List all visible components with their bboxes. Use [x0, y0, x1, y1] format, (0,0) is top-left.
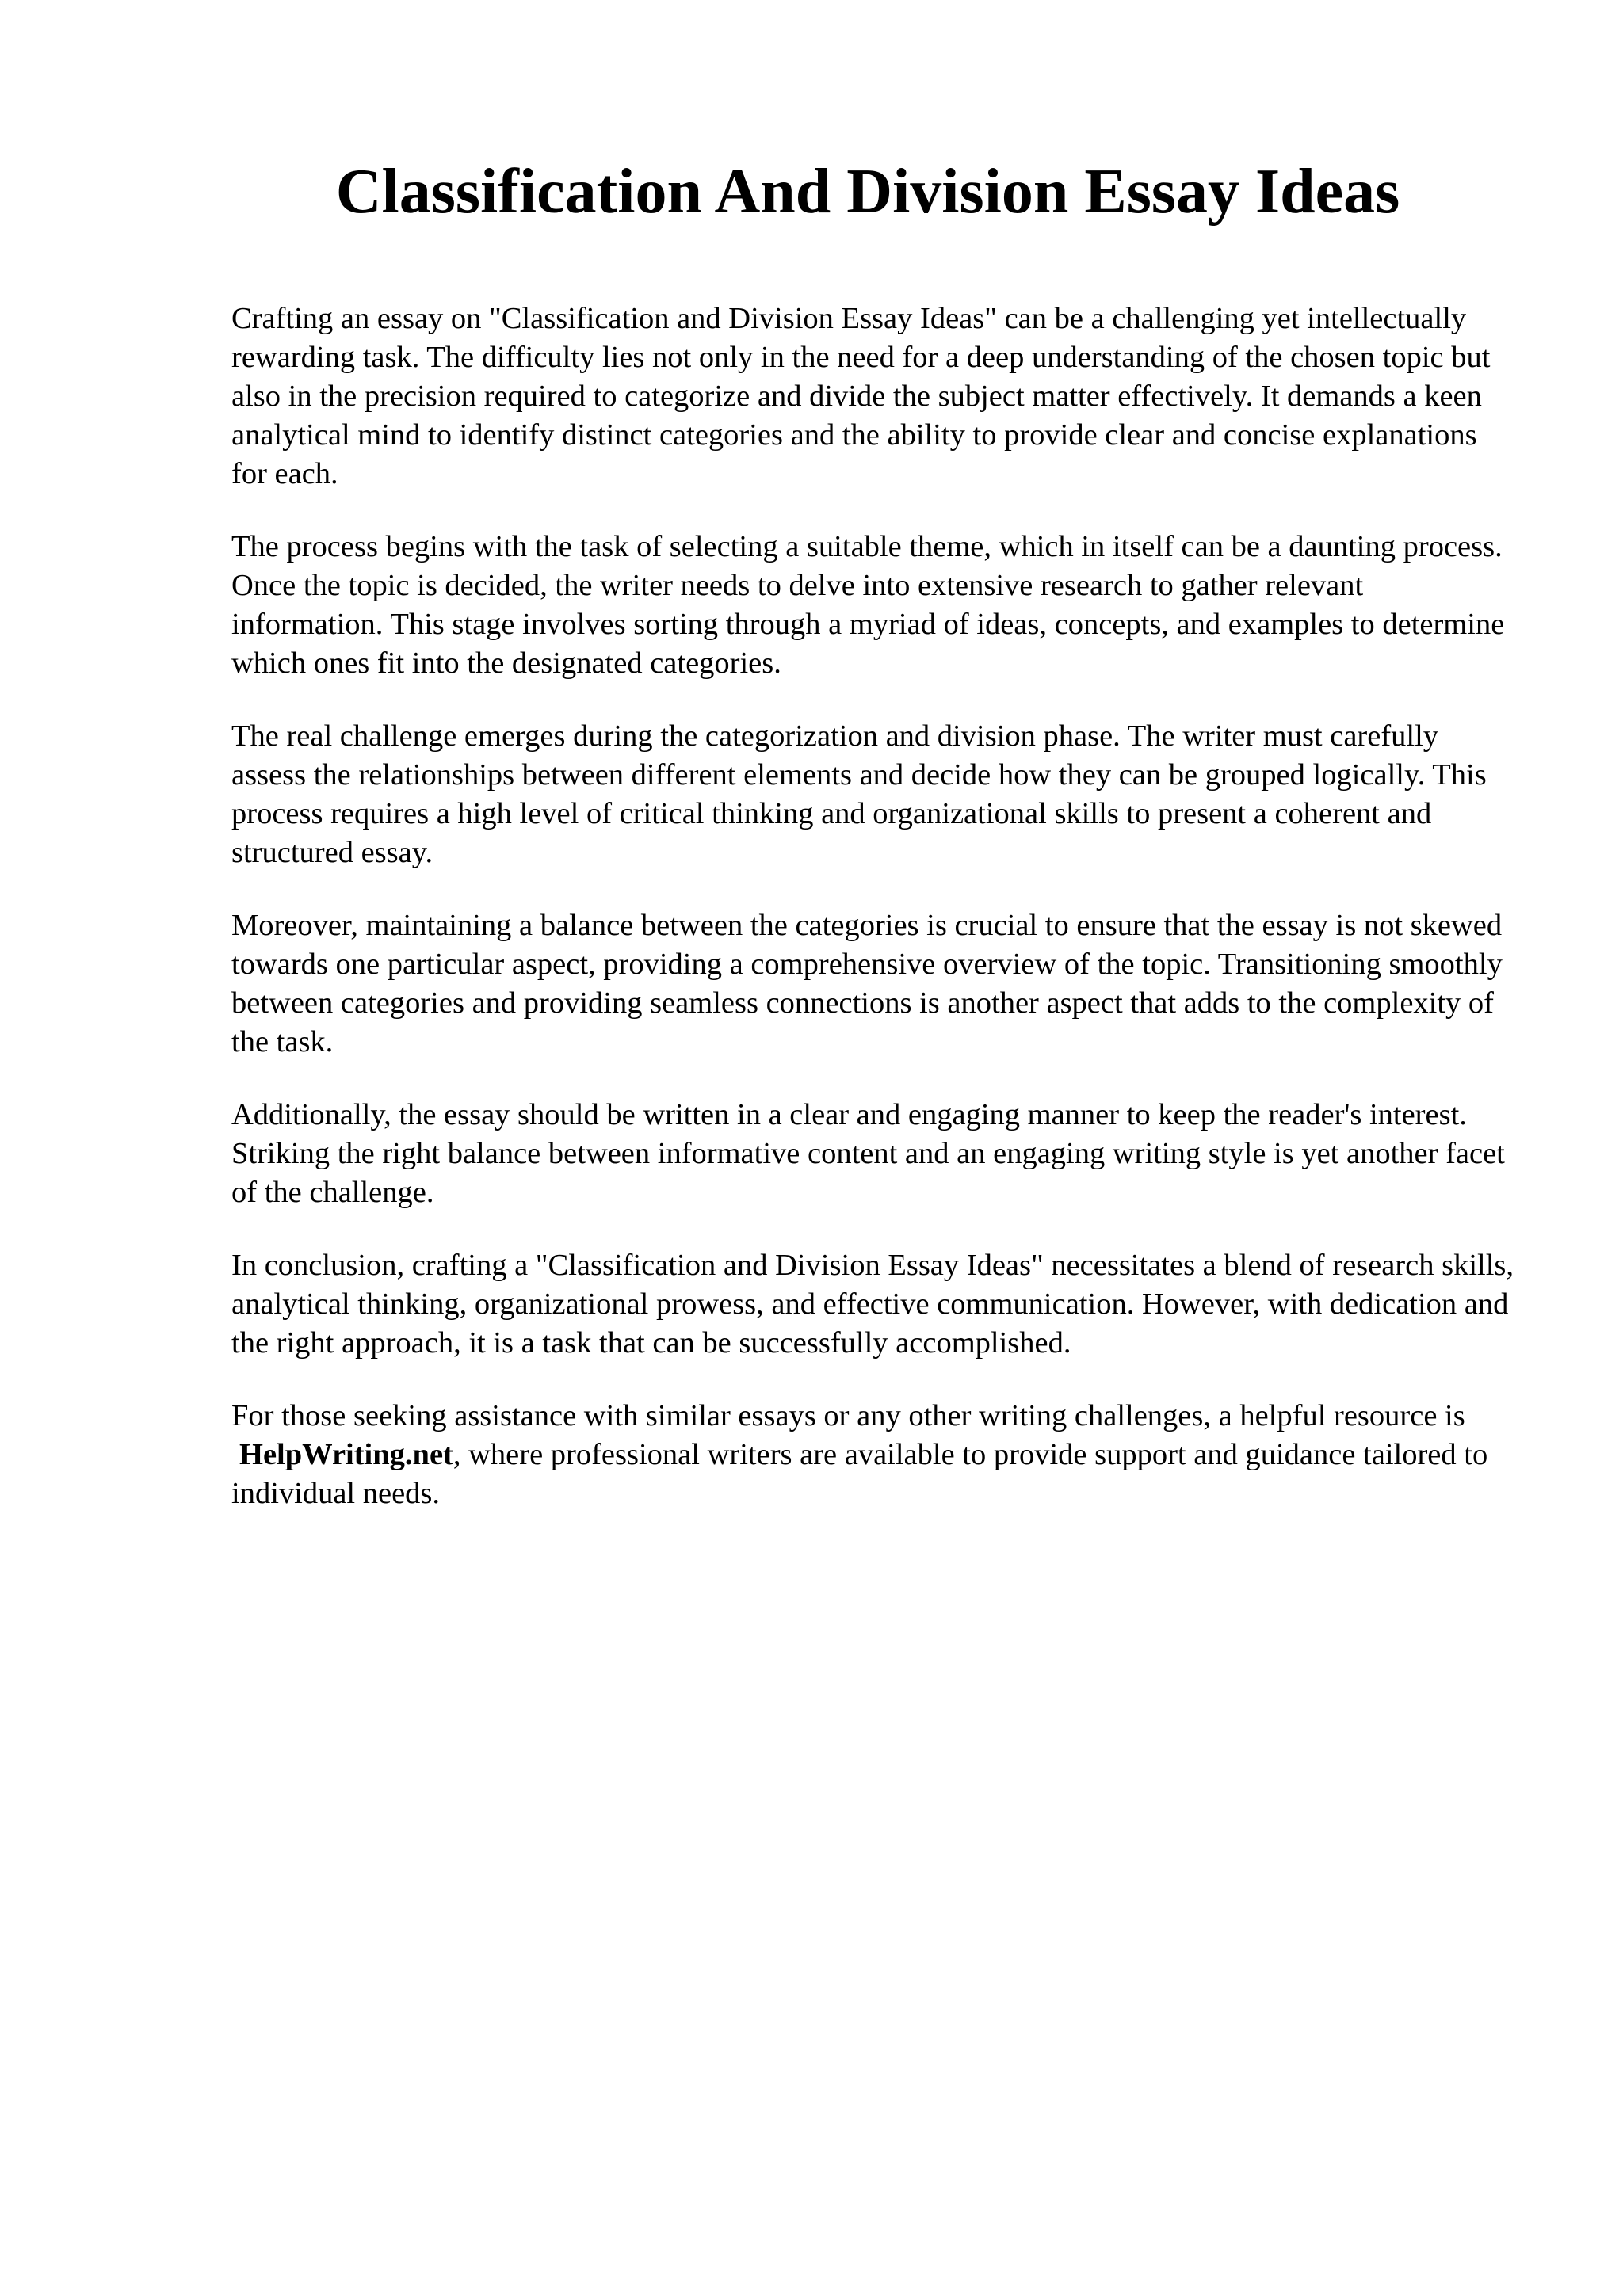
paragraph-6: In conclusion, crafting a "Classification and Division Essay Ideas" necessitates a blend of research skills, analytical thinking, organizational prowess, and effective communication. However, with dedication and the right approach, it is a task that can be successfully accomplished.	[231, 1249, 1514, 1360]
page-title: Classification And Division Essay Ideas	[335, 157, 1400, 227]
paragraph-5: Additionally, the essay should be written in a clear and engaging manner to keep the reader's interest. Striking the right balance between informative content and an engaging writing style is yet another facet of the challenge.	[231, 1098, 1505, 1209]
essay-body	[231, 299, 1515, 1547]
helpwriting-link[interactable]: HelpWriting.net	[239, 1438, 453, 1471]
paragraph-7	[231, 1397, 1515, 1513]
paragraph-1: Crafting an essay on "Classification and Division Essay Ideas" can be a challenging yet intellectually rewarding task. The difficulty lies not only in the need for a deep understanding of the chosen topic but also in the precision required to categorize and divide the subject matter effectively. It demands a keen analytical mind to identify distinct categories and the ability to provide clear and concise explanations for each.	[231, 302, 1491, 490]
paragraph-3: The real challenge emerges during the categorization and division phase. The writer must carefully assess the relationships between different elements and decide how they can be grouped logically. This process requires a high level of critical thinking and organizational skills to present a coherent and structured essay.	[231, 719, 1487, 869]
paragraph-2: The process begins with the task of selecting a suitable theme, which in itself can be a daunting process. Once the topic is decided, the writer needs to delve into extensive research to gather relevant information. This stage involves sorting through a myriad of ideas, concepts, and examples to determine which ones fit into the designated categories.	[231, 530, 1505, 680]
paragraph-7-text-before-link: For those seeking assistance with similar essays or any other writing challenges, a helpful resource is	[231, 1399, 1465, 1432]
paragraph-7-text-after-link: , where professional writers are available to provide support and guidance tailored to individual needs.	[231, 1438, 1488, 1510]
paragraph-4: Moreover, maintaining a balance between the categories is crucial to ensure that the essay is not skewed towards one particular aspect, providing a comprehensive overview of the topic. Transitioning smoothly between categories and providing seamless connections is another aspect that adds to the complexity of the task.	[231, 909, 1503, 1058]
